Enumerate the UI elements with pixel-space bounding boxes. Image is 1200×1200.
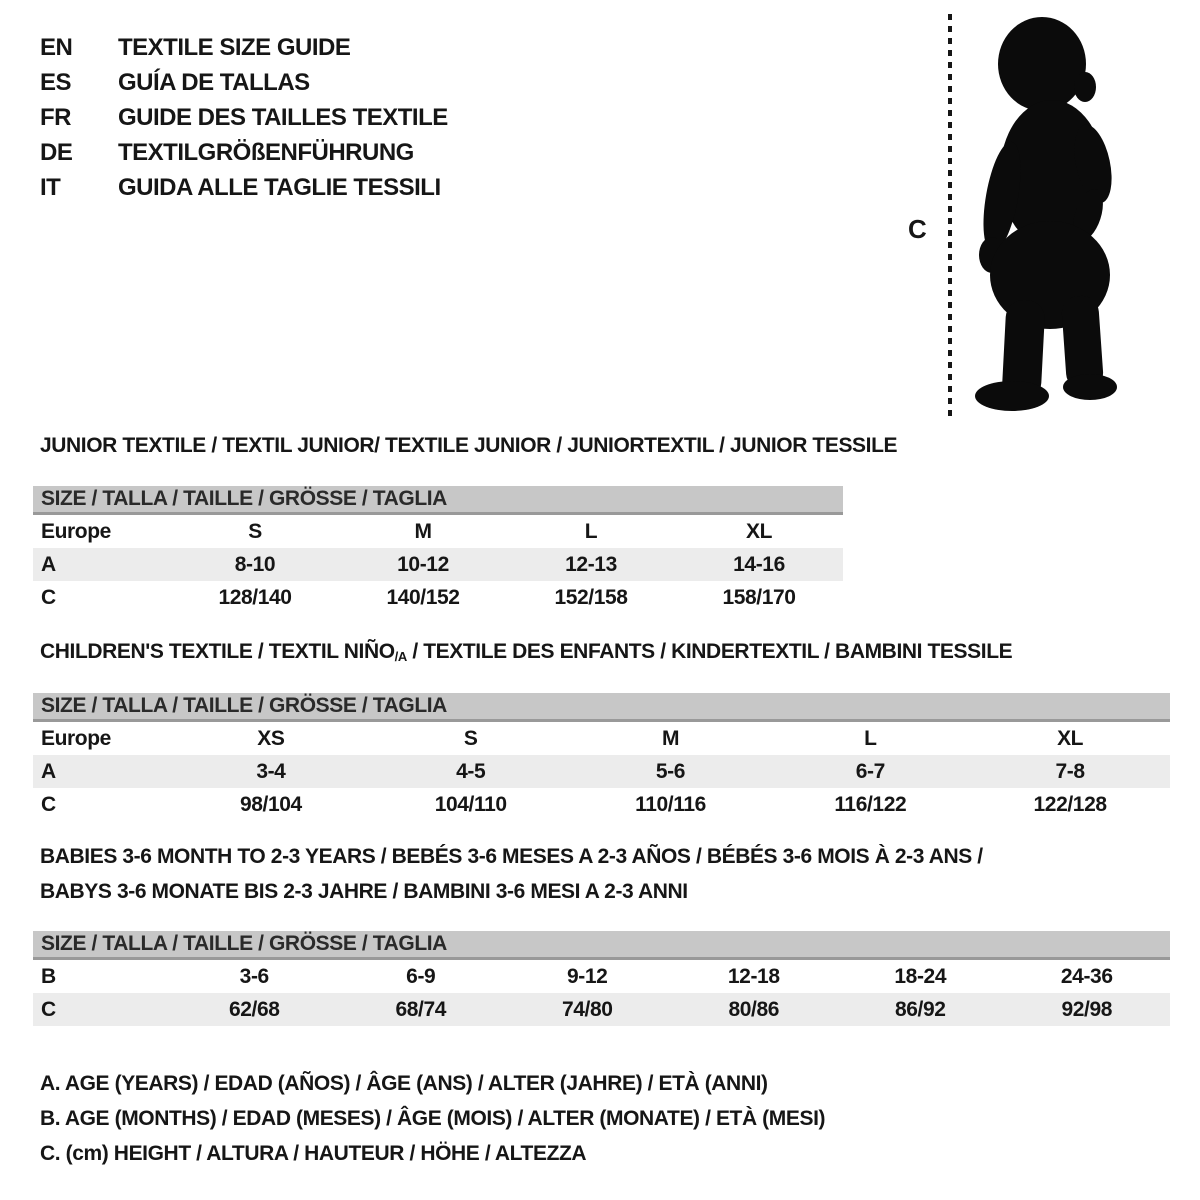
children-title-main: CHILDREN'S TEXTILE / TEXTIL NIÑO <box>40 640 395 663</box>
table-cell: XL <box>1057 727 1084 750</box>
language-code: EN <box>40 33 73 61</box>
guide-title-it: GUIDA ALLE TAGLIE TESSILI <box>118 173 441 201</box>
table-cell: 4-5 <box>456 760 486 783</box>
table-cell: 8-10 <box>234 553 276 576</box>
language-code: DE <box>40 138 73 166</box>
table-cell: L <box>584 520 598 543</box>
table-row <box>33 548 843 581</box>
junior-section-title: JUNIOR TEXTILE / TEXTIL JUNIOR/ TEXTILE JUNIOR / JUNIORTEXTIL / JUNIOR TESSILE <box>40 434 898 457</box>
table-cell: 74/80 <box>561 998 613 1021</box>
children-title-rest: / TEXTILE DES ENFANTS / KINDERTEXTIL / BAMBINI TESSILE <box>406 640 1013 663</box>
language-code: FR <box>40 103 71 131</box>
table-cell: 80/86 <box>728 998 780 1021</box>
table-cell: 140/152 <box>386 586 460 609</box>
toddler-silhouette-image <box>966 12 1144 420</box>
table-cell: 62/68 <box>228 998 280 1021</box>
table-cell: 6-7 <box>855 760 885 783</box>
measurement-legend <box>40 1066 825 1171</box>
language-code: ES <box>40 68 72 96</box>
junior-size-table <box>33 486 843 614</box>
table-cell: XL <box>745 520 773 543</box>
children-title-sub: /A <box>394 648 407 664</box>
table-row <box>33 722 1170 755</box>
row-label: C <box>41 793 56 816</box>
table-cell: 18-24 <box>894 965 947 988</box>
table-row <box>33 993 1170 1026</box>
height-measure-label: C <box>908 214 927 244</box>
babies-section-title-line2: BABYS 3-6 MONATE BIS 2-3 JAHRE / BAMBINI 3-6 MESI A 2-3 ANNI <box>40 880 688 903</box>
table-cell: XS <box>257 727 285 750</box>
children-section-title <box>40 640 1012 664</box>
table-cell: 116/122 <box>834 793 907 816</box>
table-cell: 104/110 <box>434 793 507 816</box>
babies-size-table <box>33 931 1170 1026</box>
size-header-bar: SIZE / TALLA / TAILLE / GRÖSSE / TAGLIA <box>33 486 843 515</box>
table-cell: 3-6 <box>239 965 269 988</box>
table-cell: 12-13 <box>565 553 617 576</box>
table-cell: 6-9 <box>406 965 436 988</box>
table-cell: 128/140 <box>218 586 292 609</box>
table-cell: 9-12 <box>567 965 608 988</box>
babies-section-title-line1: BABIES 3-6 MONTH TO 2-3 YEARS / BEBÉS 3-6 MESES A 2-3 AÑOS / BÉBÉS 3-6 MOIS À 2-3 ANS / <box>40 845 983 868</box>
table-cell: 122/128 <box>1033 793 1107 816</box>
language-row <box>40 170 448 205</box>
guide-title-de: TEXTILGRÖßENFÜHRUNG <box>118 138 414 166</box>
language-code: IT <box>40 173 61 201</box>
legend-age-months: B. AGE (MONTHS) / EDAD (MESES) / ÂGE (MOIS) / ALTER (MONATE) / ETÀ (MESI) <box>40 1107 826 1130</box>
children-size-table <box>33 693 1170 821</box>
size-header-bar: SIZE / TALLA / TAILLE / GRÖSSE / TAGLIA <box>33 693 1170 722</box>
table-cell: 14-16 <box>733 553 785 576</box>
table-cell: 10-12 <box>397 553 449 576</box>
language-row <box>40 30 448 65</box>
table-cell: 68/74 <box>395 998 447 1021</box>
table-cell: 24-36 <box>1060 965 1113 988</box>
height-measure-dashed-line <box>948 14 952 416</box>
row-label: A <box>41 553 56 576</box>
table-row <box>33 960 1170 993</box>
row-label: A <box>41 760 56 783</box>
legend-age-years: A. AGE (YEARS) / EDAD (AÑOS) / ÂGE (ANS) / ALTER (JAHRE) / ETÀ (ANNI) <box>40 1072 768 1095</box>
table-cell: 98/104 <box>239 793 302 816</box>
table-cell: 7-8 <box>1055 760 1085 783</box>
row-label: Europe <box>41 727 111 750</box>
table-cell: 5-6 <box>655 760 686 783</box>
table-cell: 92/98 <box>1061 998 1113 1021</box>
row-label: B <box>41 965 56 988</box>
row-label: C <box>41 998 56 1021</box>
table-cell: M <box>661 727 680 750</box>
table-cell: M <box>414 520 432 543</box>
table-cell: 158/170 <box>722 586 796 609</box>
language-title-list <box>40 30 448 205</box>
table-cell: S <box>248 520 262 543</box>
row-label: Europe <box>41 520 111 543</box>
table-row <box>33 581 843 614</box>
table-row <box>33 788 1170 821</box>
table-cell: 3-4 <box>256 760 286 783</box>
guide-title-en: TEXTILE SIZE GUIDE <box>118 33 351 61</box>
table-cell: 86/92 <box>894 998 946 1021</box>
table-cell: L <box>864 727 877 750</box>
table-cell: 12-18 <box>727 965 780 988</box>
table-cell: S <box>463 727 478 750</box>
size-header-bar: SIZE / TALLA / TAILLE / GRÖSSE / TAGLIA <box>33 931 1170 960</box>
language-row <box>40 100 448 135</box>
language-row <box>40 65 448 100</box>
guide-title-es: GUÍA DE TALLAS <box>118 68 310 96</box>
table-row <box>33 515 843 548</box>
row-label: C <box>41 586 56 609</box>
table-cell: 152/158 <box>554 586 628 609</box>
legend-height-cm: C. (cm) HEIGHT / ALTURA / HAUTEUR / HÖHE / ALTEZZA <box>40 1142 587 1165</box>
language-row <box>40 135 448 170</box>
table-cell: 110/116 <box>635 793 706 816</box>
guide-title-fr: GUIDE DES TAILLES TEXTILE <box>118 103 448 131</box>
table-row <box>33 755 1170 788</box>
